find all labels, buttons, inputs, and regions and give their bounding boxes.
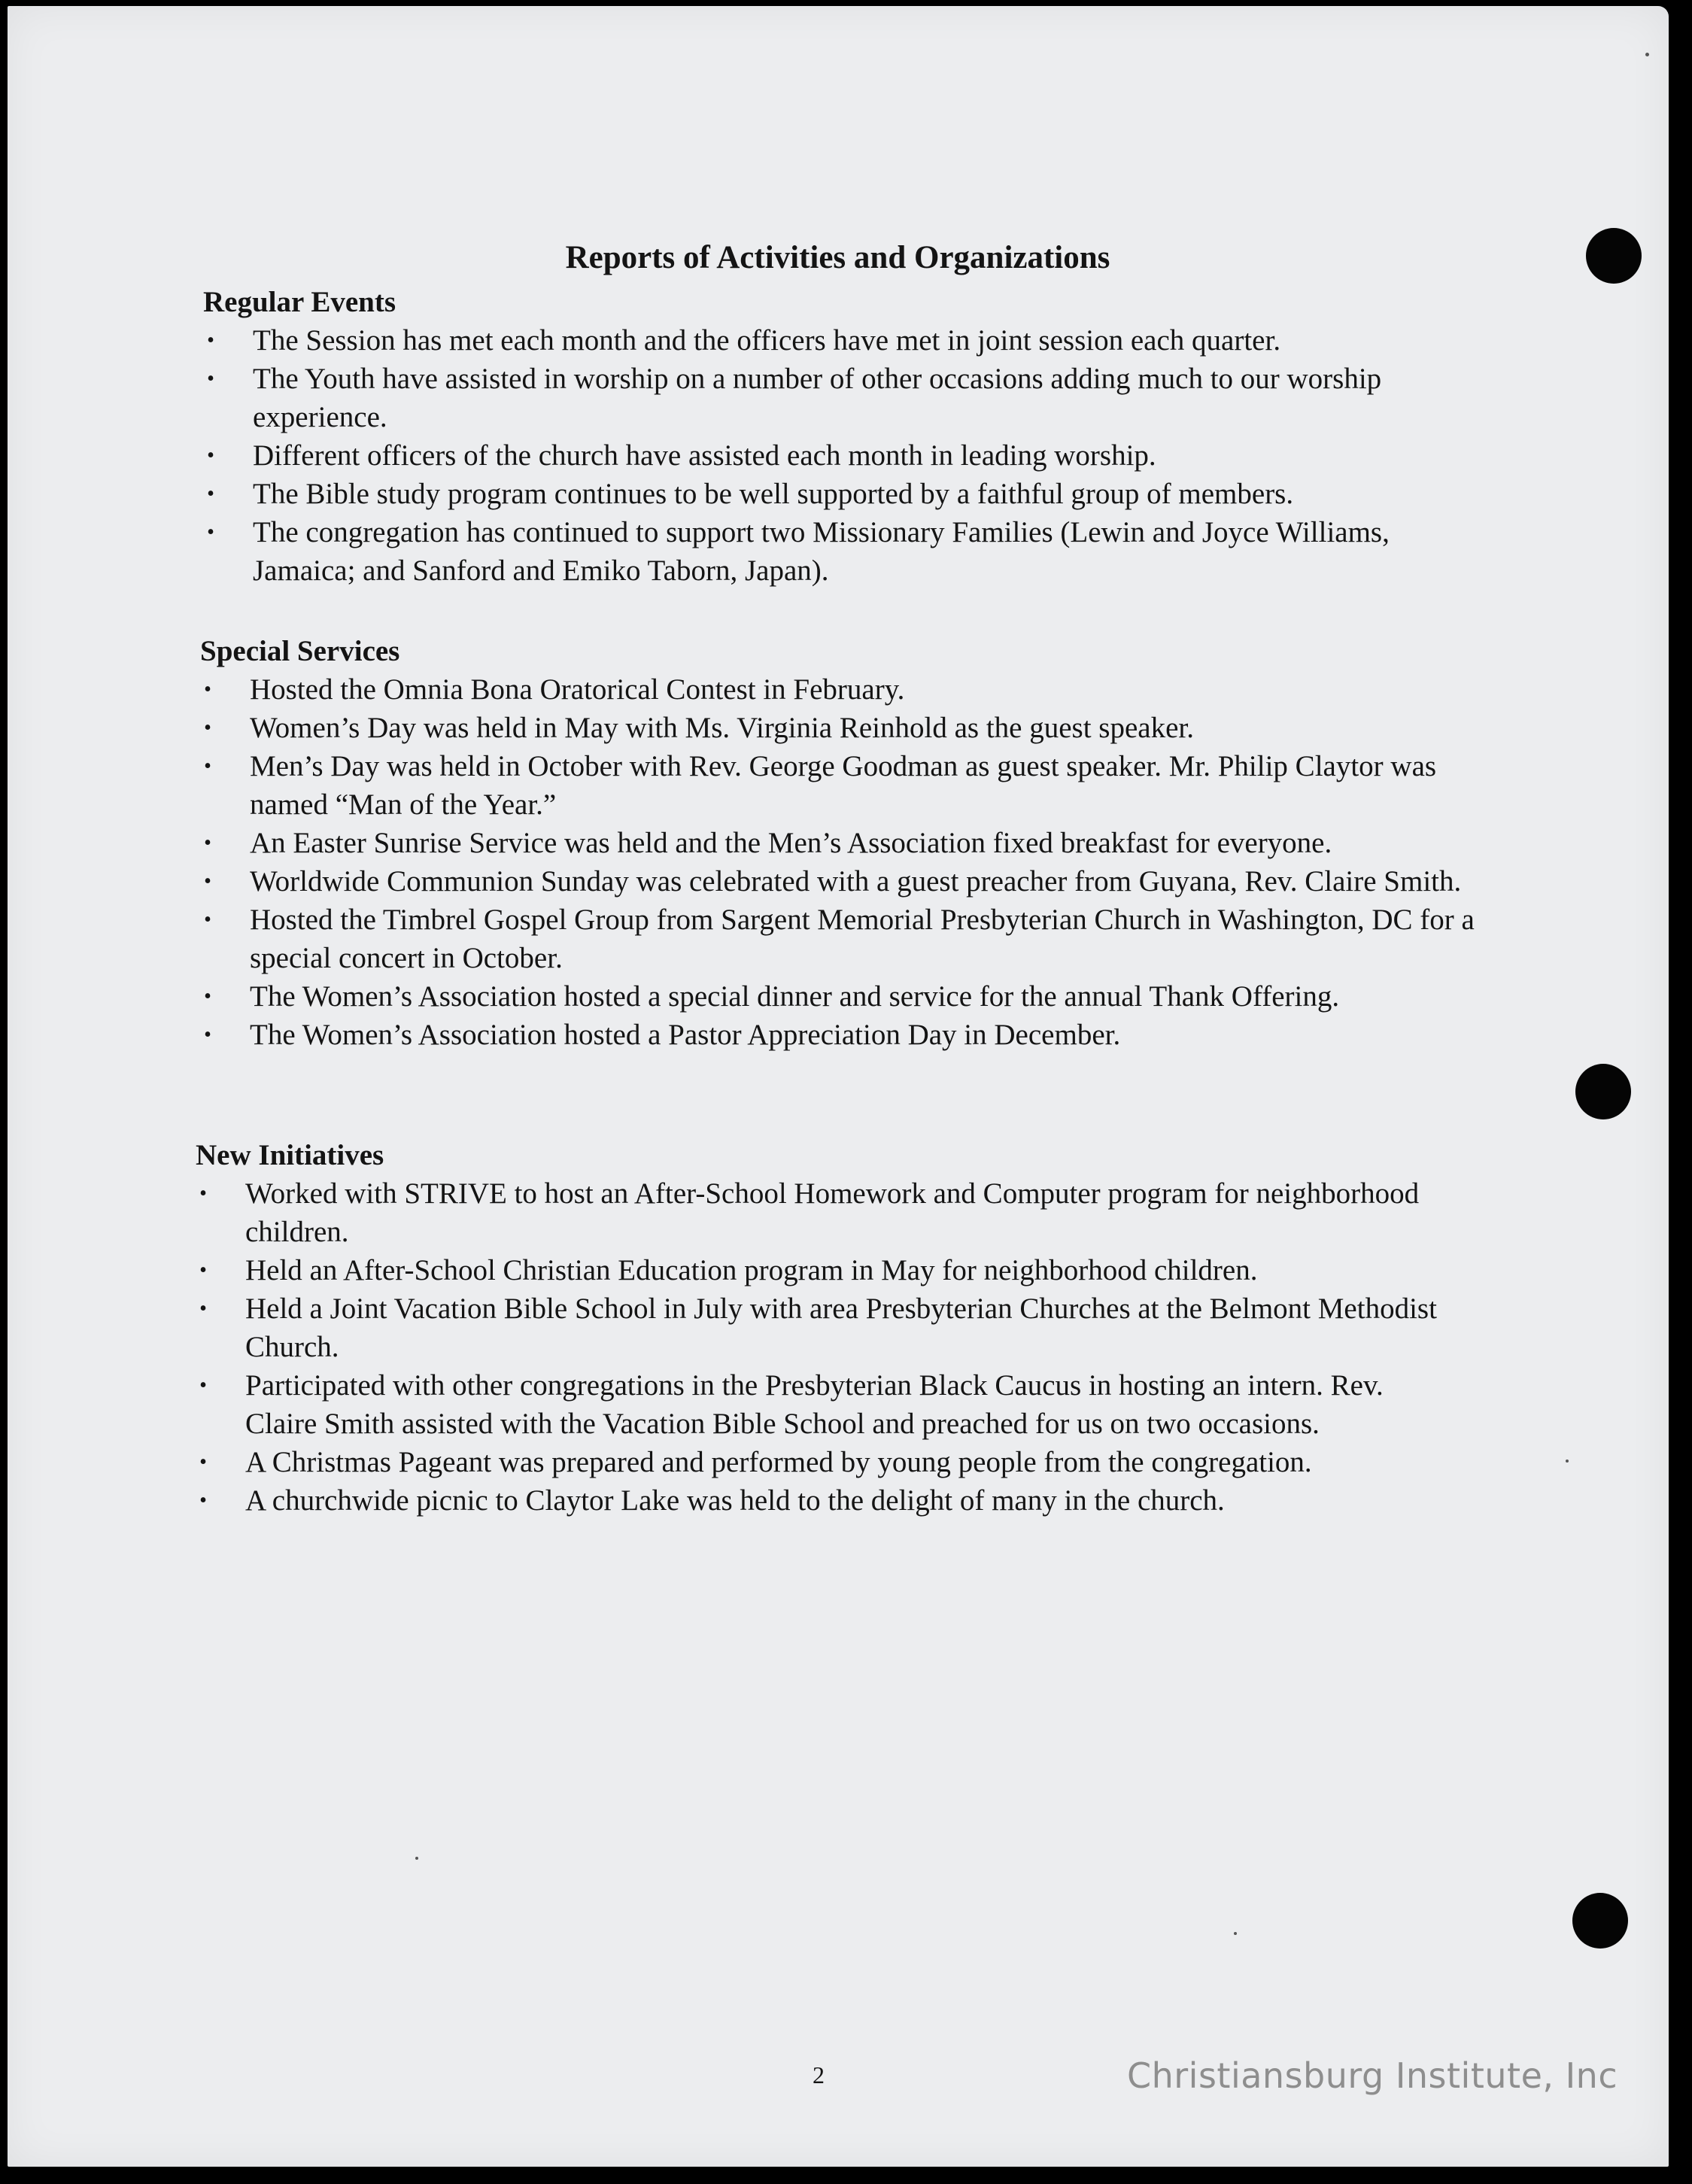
section-regular-events <box>203 283 1452 590</box>
list-item: • The Bible study program continues to be well supported by a faithful group of members. <box>203 475 1452 513</box>
bullet-icon: • <box>204 678 211 701</box>
list-item: • Hosted the Timbrel Gospel Group from Sargent Memorial Presbyterian Church in Washington, DC for a special concert in October. <box>200 901 1479 977</box>
list-item: • Worked with STRIVE to host an After-School Homework and Computer program for neighborhood children. <box>196 1174 1444 1251</box>
list-item: • The Youth have assisted in worship on a number of other occasions adding much to our worship experience. <box>203 360 1452 436</box>
bullet-icon: • <box>204 831 211 855</box>
bullet-icon: • <box>199 1489 207 1512</box>
bullet-icon: • <box>207 482 214 506</box>
paper-speck <box>415 1857 418 1860</box>
list-item: • A churchwide picnic to Claytor Lake was held to the delight of many in the church. <box>196 1481 1444 1520</box>
bullet-icon: • <box>204 985 211 1008</box>
watermark-text: Christiansburg Institute, Inc <box>1127 2055 1618 2096</box>
list-item: • A Christmas Pageant was prepared and performed by young people from the congregation. <box>196 1443 1444 1481</box>
bullet-icon: • <box>199 1297 207 1320</box>
list-item: • Different officers of the church have assisted each month in leading worship. <box>203 436 1452 475</box>
punch-hole-bottom <box>1572 1893 1628 1949</box>
page-number: 2 <box>813 2061 825 2088</box>
list-item: • Women’s Day was held in May with Ms. Virginia Reinhold as the guest speaker. <box>200 709 1479 747</box>
bullet-list <box>203 321 1452 590</box>
list-item: • Held a Joint Vacation Bible School in July with area Presbyterian Churches at the Belmont Methodist Church. <box>196 1289 1444 1366</box>
list-item: • Held an After-School Christian Education program in May for neighborhood children. <box>196 1251 1444 1289</box>
bullet-icon: • <box>199 1182 207 1205</box>
list-item: • Hosted the Omnia Bona Oratorical Contest in February. <box>200 670 1479 709</box>
paper-speck <box>1645 53 1649 56</box>
paper-speck <box>1234 1932 1237 1935</box>
bullet-icon: • <box>199 1259 207 1282</box>
list-item: • An Easter Sunrise Service was held and the Men’s Association fixed breakfast for everyone. <box>200 824 1479 862</box>
list-item: • The Session has met each month and the officers have met in joint session each quarter. <box>203 321 1452 360</box>
bullet-icon: • <box>204 1023 211 1046</box>
list-item: • Men’s Day was held in October with Rev. George Goodman as guest speaker. Mr. Philip Claytor was named “Man of the Year.” <box>200 747 1479 824</box>
list-item: • Participated with other congregations in the Presbyterian Black Caucus in hosting an intern. Rev. Claire Smith assisted with the Vacation Bible School and preached for us on two occasions. <box>196 1366 1444 1443</box>
punch-hole-middle <box>1575 1064 1631 1119</box>
list-item: • The congregation has continued to support two Missionary Families (Lewin and Joyce Williams, Jamaica; and Sanford and Emiko Taborn, Japan). <box>203 513 1452 590</box>
bullet-list <box>200 670 1479 1054</box>
list-item: • The Women’s Association hosted a Pastor Appreciation Day in December. <box>200 1016 1479 1054</box>
bullet-icon: • <box>199 1374 207 1397</box>
bullet-icon: • <box>207 521 214 544</box>
bullet-icon: • <box>204 716 211 740</box>
bullet-icon: • <box>204 755 211 778</box>
bullet-list <box>196 1174 1444 1520</box>
bullet-icon: • <box>207 329 214 352</box>
bullet-icon: • <box>204 870 211 893</box>
section-heading: New Initiatives <box>196 1139 384 1171</box>
paper-speck <box>1566 1460 1569 1463</box>
list-item: • Worldwide Communion Sunday was celebrated with a guest preacher from Guyana, Rev. Claire Smith. <box>200 862 1479 901</box>
section-special-services <box>200 632 1479 1054</box>
bullet-icon: • <box>204 908 211 931</box>
bullet-icon: • <box>207 367 214 390</box>
bullet-icon: • <box>199 1450 207 1474</box>
section-new-initiatives <box>196 1136 1444 1520</box>
bullet-icon: • <box>207 444 214 467</box>
section-heading: Special Services <box>200 635 400 667</box>
list-item: • The Women’s Association hosted a special dinner and service for the annual Thank Offering. <box>200 977 1479 1016</box>
section-heading: Regular Events <box>203 286 396 318</box>
document-title: Reports of Activities and Organizations <box>565 240 1110 275</box>
